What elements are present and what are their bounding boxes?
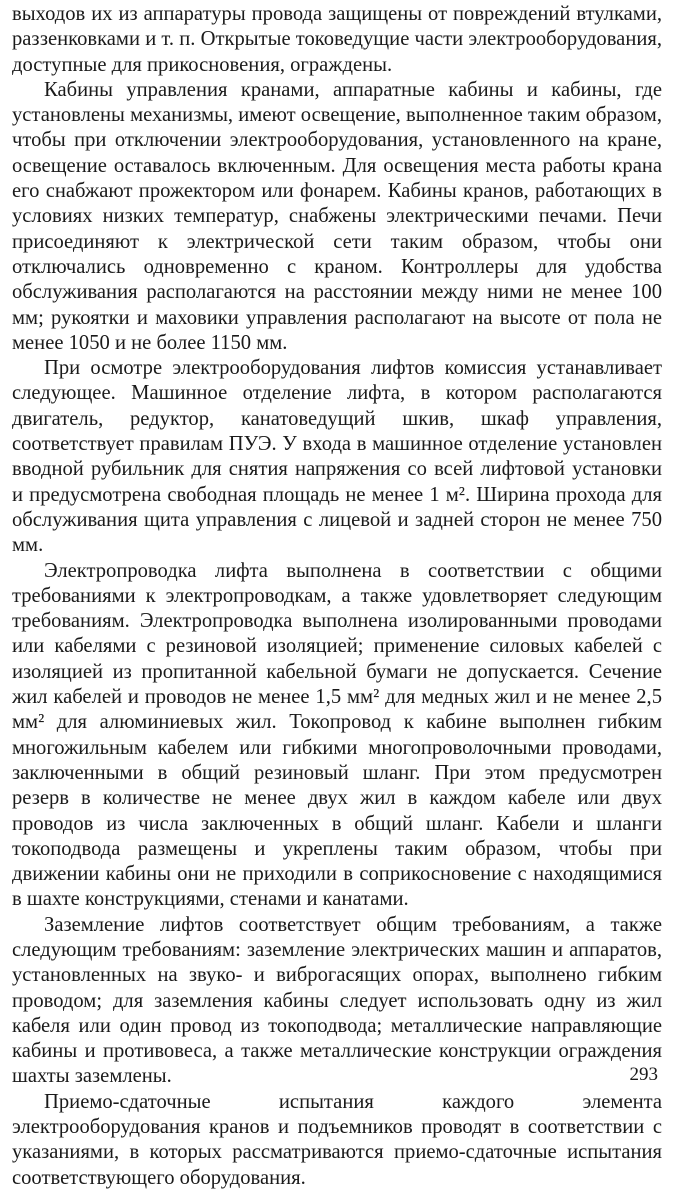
paragraph-3: При осмотре электрооборудования лифтов комиссия устанавливает следующее. Машинное отделение лифта, в котором располагаются двигатель, редуктор, канатоведущий шкив, шкаф управления, соответствует правилам ПУЭ. У входа в машинное отделение установлен вводной рубильник для снятия напряжения со всей лифтовой установки и предусмотрена свободная площадь не менее 1 м². Ширина прохода для обслуживания щита управления с лицевой и задней сторон не менее 750 мм. <box>12 357 662 557</box>
paragraph-2: Кабины управления кранами, аппаратные кабины и кабины, где установлены механизмы, имеют освещение, выполненное таким образом, чтобы при отключении электрооборудования, установленного на кране, освещение оставалось включенным. Для освещения места работы крана его снабжают прожектором или фонарем. Кабины кранов, работающих в условиях низких температур, снабжены электрическими печами. Печи присоединяют к электрической сети таким образом, чтобы они отключались одновременно с краном. Контроллеры для удобства обслуживания располагаются на расстоянии между ними не менее 100 мм; рукоятки и маховики управления располагают на высоте от пола не менее 1050 и не более 1150 мм. <box>12 78 662 354</box>
paragraph-6: Приемо-сдаточные испытания каждого элемента электрооборудования кранов и подъемников проводят в соответствии с указаниями, в которых рассматриваются приемо-сдаточные испытания соответствующего оборудования. <box>12 1090 662 1189</box>
paragraph-4: Электропроводка лифта выполнена в соответствии с общими требованиями к электропроводкам, а также удовлетворяет следующим требованиям. Электропроводка выполнена изолированными проводами или кабелями с резиновой изоляцией; применение силовых кабелей с изоляцией из пропитанной кабельной бумаги не допускается. Сечение жил кабелей и проводов не менее 1,5 мм² для медных жил и не менее 2,5 мм² для алюминиевых жил. Токопровод к кабине выполнен гибким многожильным кабелем или гибкими многопроволочными проводами, заключенными в общий резиновый шланг. При этом предусмотрен резерв в количестве не менее двух жил в каждом кабеле или двух проводов из числа заключенных в общий шланг. Кабели и шланги токоподвода размещены и укреплены таким образом, чтобы при движении кабины они не приходили в соприкосновение с находящимися в шахте конструкциями, стенами и канатами. <box>12 559 662 911</box>
paragraph-5: Заземление лифтов соответствует общим требованиям, а также следующим требованиям: заземление электрических машин и аппаратов, установленных на звуко- и виброгасящих опорах, выполнено гибким проводом; для заземления кабины следует использовать одну из жил кабеля или один провод из токоподвода; металлические направляющие кабины и противовеса, а также металлические конструкции ограждения шахты заземлены. <box>12 913 662 1088</box>
document-page <box>12 2 662 1191</box>
page-number: 293 <box>629 1064 658 1085</box>
paragraph-1: выходов их из аппаратуры провода защищены от повреждений втулками, раззенковками и т. п. Открытые токоведущие части электрооборудования, доступные для прикосновения, ограждены. <box>12 3 662 76</box>
